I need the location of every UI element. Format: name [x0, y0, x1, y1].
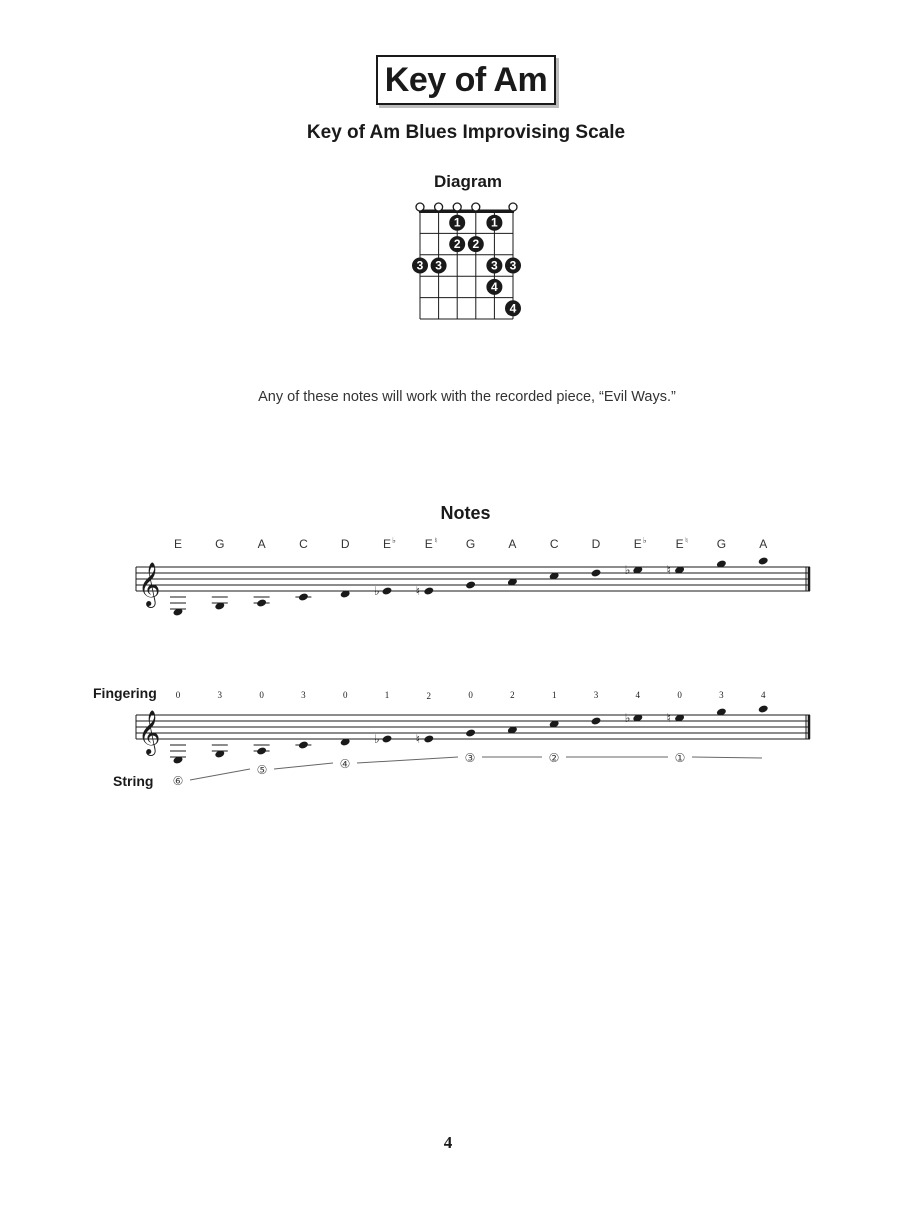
note-name-label: E — [173, 537, 183, 551]
fingering-number: 2 — [426, 691, 432, 701]
finger-number: 3 — [509, 258, 517, 273]
note-head — [298, 592, 309, 601]
string-label: String — [113, 773, 154, 789]
caption: Any of these notes will work with the recorded piece, “Evil Ways.” — [258, 389, 676, 405]
note-name-label: G — [215, 537, 225, 551]
note-head — [382, 586, 393, 595]
note-name-label: D — [591, 537, 601, 551]
note-head — [465, 728, 476, 737]
page-title: Key of Am — [376, 55, 556, 105]
note-head — [591, 716, 602, 725]
fingering-number: 1 — [384, 690, 390, 700]
accidental-sign: ♭ — [374, 584, 380, 598]
treble-clef-icon: 𝄞 — [138, 562, 161, 606]
page-number: 4 — [443, 1133, 453, 1152]
accidental-sign: ♭ — [624, 563, 631, 577]
finger-number: 4 — [491, 279, 498, 294]
finger-number: 3 — [491, 258, 498, 273]
fingering-number: 2 — [510, 690, 515, 700]
string-extension-line — [274, 763, 333, 769]
string-extension-line — [357, 757, 458, 763]
note-name-label: C — [549, 537, 559, 551]
notes-heading: Notes — [440, 503, 491, 523]
finger-number: 4 — [509, 301, 517, 316]
fingering-number: 1 — [551, 690, 557, 700]
page-subtitle: Key of Am Blues Improvising Scale — [306, 122, 626, 143]
note-name-label: E — [382, 537, 392, 551]
fingering-number: 0 — [259, 690, 264, 700]
note-head — [256, 598, 267, 607]
note-name-accidental: ♭ — [642, 536, 647, 545]
fingering-number: 0 — [468, 690, 473, 700]
fretboard-nut — [419, 210, 514, 214]
note-name-label: A — [508, 537, 517, 551]
fingering-number: 3 — [301, 690, 306, 700]
note-head — [298, 740, 309, 749]
fingering-number: 0 — [175, 690, 181, 700]
fingering-number: 3 — [593, 690, 599, 700]
accidental-sign: ♭ — [374, 732, 380, 746]
fingering-number: 4 — [635, 690, 641, 700]
finger-number: 1 — [491, 215, 498, 230]
string-extension-line — [692, 757, 762, 758]
note-head — [758, 704, 769, 713]
finger-number: 2 — [453, 237, 461, 252]
fingering-staff — [80, 682, 820, 798]
note-head — [382, 734, 393, 743]
accidental-sign: ♮ — [666, 563, 671, 577]
note-name-accidental: ♭ — [392, 536, 396, 545]
string-marker: ④ — [339, 757, 351, 771]
open-string-marker — [453, 203, 461, 211]
treble-clef-icon: 𝄞 — [138, 710, 161, 754]
fingering-label: Fingering — [93, 685, 157, 701]
fingering-number: 0 — [342, 690, 348, 700]
note-name-label: A — [759, 537, 768, 551]
fingering-number: 3 — [217, 690, 223, 700]
open-string-marker — [435, 203, 443, 211]
notes-staff — [120, 530, 820, 630]
note-name-label: D — [340, 537, 350, 551]
note-head — [591, 568, 602, 577]
note-head — [423, 734, 434, 743]
fingering-number: 3 — [719, 690, 724, 700]
note-name-accidental: ♮ — [685, 536, 689, 545]
finger-number: 3 — [416, 258, 424, 273]
string-extension-line — [190, 769, 250, 780]
accidental-sign: ♮ — [666, 711, 671, 725]
note-name-accidental: ♮ — [434, 536, 438, 545]
note-head — [465, 580, 476, 589]
string-marker: ① — [674, 751, 686, 765]
open-string-marker — [472, 203, 480, 211]
string-marker: ② — [548, 751, 560, 765]
note-name-label: A — [257, 537, 266, 551]
note-name-label: E — [424, 537, 433, 551]
open-string-marker — [509, 203, 517, 211]
diagram-heading: Diagram — [433, 172, 503, 191]
note-head — [256, 746, 267, 755]
fretboard-diagram — [408, 198, 528, 330]
string-marker: ③ — [464, 751, 476, 765]
string-marker: ⑤ — [256, 763, 268, 777]
accidental-sign: ♮ — [415, 584, 421, 598]
note-name-label: G — [716, 537, 727, 551]
finger-number: 3 — [435, 258, 442, 273]
note-head — [423, 586, 434, 595]
note-name-label: G — [465, 537, 476, 551]
finger-number: 2 — [472, 237, 480, 252]
string-marker: ⑥ — [172, 774, 184, 788]
note-name-label: E — [675, 537, 684, 551]
accidental-sign: ♭ — [624, 711, 631, 725]
note-head — [758, 556, 769, 565]
fingering-number: 4 — [760, 690, 766, 700]
fingering-number: 0 — [677, 690, 682, 700]
finger-number: 1 — [453, 215, 461, 230]
note-name-label: C — [299, 537, 308, 551]
accidental-sign: ♮ — [415, 732, 421, 746]
open-string-marker — [416, 203, 424, 211]
note-name-label: E — [633, 537, 642, 551]
